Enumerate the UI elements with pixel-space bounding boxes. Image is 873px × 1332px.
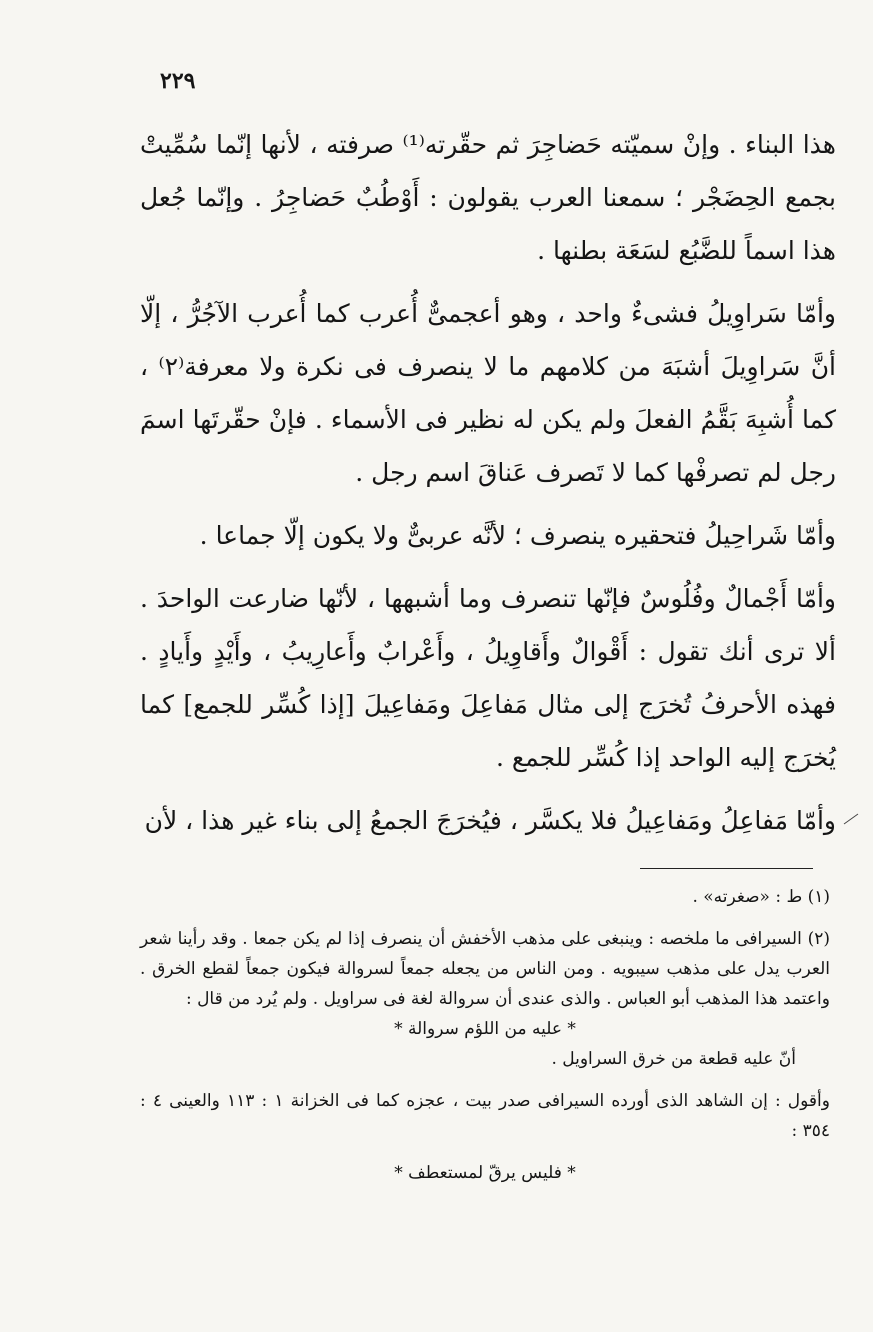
footnote-2-continuation: أنّ عليه قطعة من خرق السراويل . — [551, 1049, 796, 1069]
margin-pencil-mark — [842, 812, 860, 826]
paragraph-sharahil: وأمّا شَراحِيلُ فتحقيره ينصرف ؛ لأنَّه عربىٌّ ولا يكون إلّا جماعا . — [199, 521, 836, 550]
paragraph-ajmal: وأمّا أَجْمالٌ وفُلُوسٌ فإنّها تنصرف وما أشبهها ، لأنّها ضارعت الواحدَ . ألا ترى أنك تقول : أَقْوالٌ وأَقاوِيلُ ، وأَعْرابٌ وأَعارِيبُ ، وأَيْدٍ وأَيادٍ . فهذه الأحرفُ تُخرَج إلى مثال مَفاعِلَ ومَفاعِيلَ [إذا كُسِّر للجمع] كما يُخرَج إليه الواحد إذا كُسِّر للجمع . — [140, 584, 836, 772]
footnote-2-commentary: وأقول : إن الشاهد الذى أورده السيرافى صدر بيت ، عجزه كما فى الخزانة ١ : ١١٣ والعينى ٤ : ٣٥٤ : — [140, 1091, 830, 1141]
footnote-verse-1: * عليه من اللؤم سروالة * — [394, 1019, 576, 1039]
page-number: ٢٢٩ — [160, 68, 196, 94]
paragraph-sarawil: وأمّا سَراوِيلُ فشىءٌ واحد ، وهو أعجمىٌّ أُعرب كما أُعرب الآجُرُّ ، إلّا أنَّ سَراوِيلَ أشبَهَ من كلامهم ما لا ينصرف فى نكرة ولا معرفة⁽٢⁾ ، كما أُشبِهَ بَقَّمُ الفعلَ ولم يكن له نظير فى الأسماء . فإنْ حقّرتَها اسمَ رجل لم تصرفْها كما لا تَصرف عَناقَ اسم رجل . — [140, 299, 836, 487]
footnote-1: (١) ط : «صغرته» . — [692, 887, 830, 907]
footnote-divider — [640, 868, 813, 869]
paragraph-mafail: وأمّا مَفاعِلُ ومَفاعِيلُ فلا يكسَّر ، فيُخرَجَ الجمعُ إلى بناء غير هذا ، لأن — [144, 806, 836, 835]
footnote-2: (٢) السيرافى ما ملخصه : وينبغى على مذهب الأخفش أن ينصرف إذا لم يكن جمعا . وقد رأينا شعر العرب يدل على مذهب سيبويه . ومن الناس من يجعله جمعاً لسروالة فيكون جمعاً لقطع الخرق . واعتمد هذا المذهب أبو العباس . والذى عندى أن سروالة لغة فى سراويل . ولم يُرد من قال : — [140, 929, 830, 1009]
footnotes — [140, 882, 830, 1188]
main-text — [140, 118, 836, 847]
paragraph-hadajir: هذا البناء . وإنْ سميّته حَضاجِرَ ثم حقّرته⁽¹⁾ صرفته ، لأنها إنّما سُمِّيتْ بجمع الحِضَجْر ؛ سمعنا العرب يقولون : أَوْطُبٌ حَضاجِرُ . وإنّما جُعل هذا اسماً للضَّبُع لسَعَة بطنها . — [140, 130, 836, 265]
footnote-verse-2: * فليس يرقّ لمستعطف * — [394, 1163, 576, 1183]
